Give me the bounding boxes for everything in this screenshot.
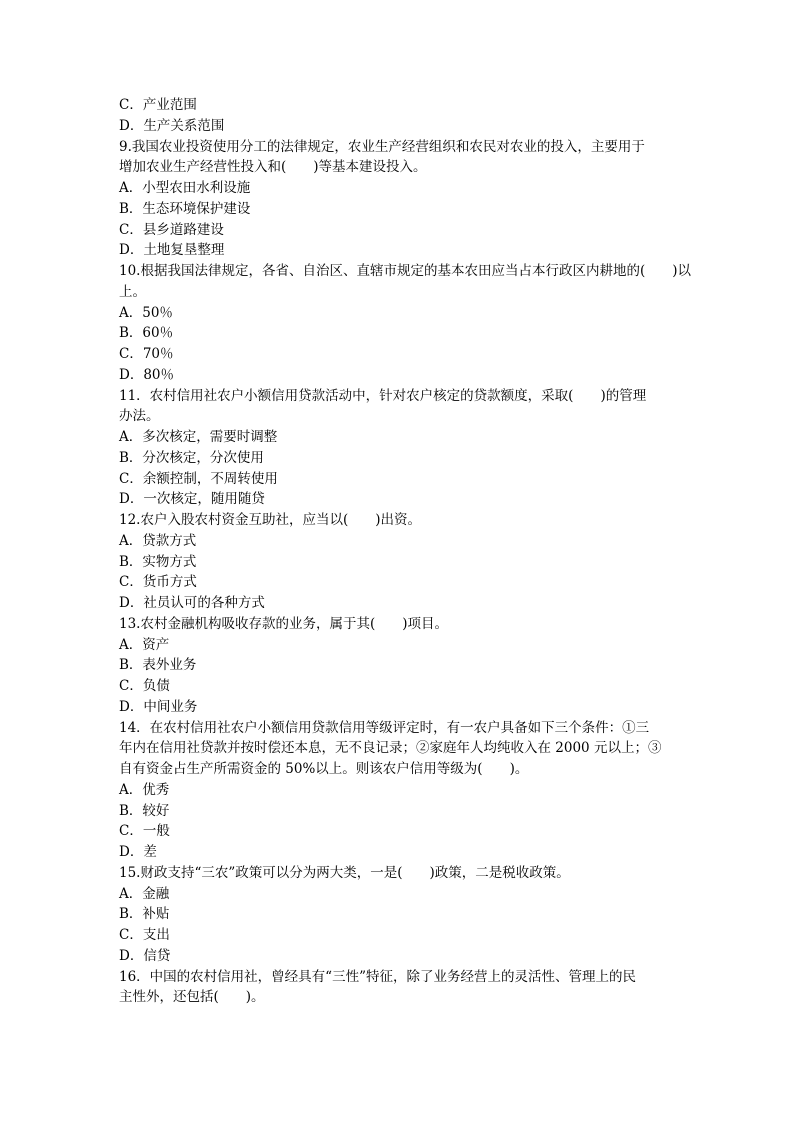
- option-line: A．贷款方式: [119, 532, 197, 549]
- option-line: D．差: [119, 844, 157, 860]
- option-line: B．60％: [119, 325, 174, 342]
- option-line: A．金融: [119, 885, 170, 902]
- question-line: 上。: [119, 283, 146, 300]
- option-line: A．小型农田水利设施: [119, 180, 251, 196]
- option-line: A．多次核定，需要时调整: [119, 429, 278, 445]
- option-line: A．50％: [119, 304, 173, 321]
- question-line: 主性外，还包括( )。: [119, 989, 265, 1006]
- option-line: B．补贴: [119, 906, 170, 923]
- option-line: D．生产关系范围: [119, 117, 225, 134]
- option-line: D．中间业务: [119, 698, 198, 715]
- option-line: A．优秀: [119, 781, 170, 798]
- question-line: 16．中国的农村信用社，曾经具有“三性”特征，除了业务经营上的灵活性、管理上的民: [119, 968, 636, 985]
- option-line: B．表外业务: [119, 657, 197, 674]
- question-line: 自有资金占生产所需资金的 50%以上。则该农户信用等级为( )。: [119, 761, 529, 777]
- option-line: C．余额控制，不周转使用: [119, 470, 278, 487]
- question-line: 年内在信用社贷款并按时偿还本息，无不良记录；②家庭年人均纯收入在 2000 元以上；③: [119, 740, 662, 757]
- option-line: C．70％: [119, 346, 174, 362]
- option-line: D．土地复垦整理: [119, 242, 225, 259]
- question-line: 11．农村信用社农户小额信用贷款活动中，针对农户核定的贷款额度，采取( )的管理: [119, 387, 647, 404]
- document-page: [119, 95, 714, 1008]
- question-line: 办法。: [119, 408, 160, 425]
- option-line: C．一般: [119, 823, 170, 840]
- question-line: 增加农业生产经营性投入和( )等基本建设投入。: [119, 159, 427, 176]
- option-line: B．较好: [119, 802, 170, 819]
- option-line: D．社员认可的各种方式: [119, 595, 265, 611]
- question-line: 14．在农村信用社农户小额信用贷款信用等级评定时，有一农户具备如下三个条件：①三: [119, 719, 650, 736]
- option-line: A．资产: [119, 636, 170, 653]
- option-line: D．80％: [119, 366, 175, 383]
- question-line: 13.农村金融机构吸收存款的业务，属于其( )项目。: [119, 615, 449, 632]
- option-line: B．生态环境保护建设: [119, 200, 251, 217]
- question-line: 9.我国农业投资使用分工的法律规定，农业生产经营组织和农民对农业的投入，主要用于: [119, 138, 645, 155]
- option-line: C．县乡道路建设: [119, 221, 224, 238]
- option-line: D．信贷: [119, 947, 171, 964]
- option-line: D．一次核定，随用随贷: [119, 491, 265, 508]
- option-line: C．支出: [119, 927, 170, 943]
- option-line: C．货币方式: [119, 574, 197, 591]
- question-line: 12.农户入股农村资金互助社，应当以( )出资。: [119, 512, 422, 528]
- option-line: C．负债: [119, 678, 170, 694]
- question-line: 10.根据我国法律规定，各省、自治区、直辖市规定的基本农田应当占本行政区内耕地的( )以: [119, 263, 692, 279]
- option-line: C．产业范围: [119, 97, 197, 113]
- question-line: 15.财政支持“三农”政策可以分为两大类，一是( )政策，二是税收政策。: [119, 864, 570, 881]
- option-line: B．实物方式: [119, 553, 197, 570]
- option-line: B．分次核定，分次使用: [119, 449, 264, 466]
